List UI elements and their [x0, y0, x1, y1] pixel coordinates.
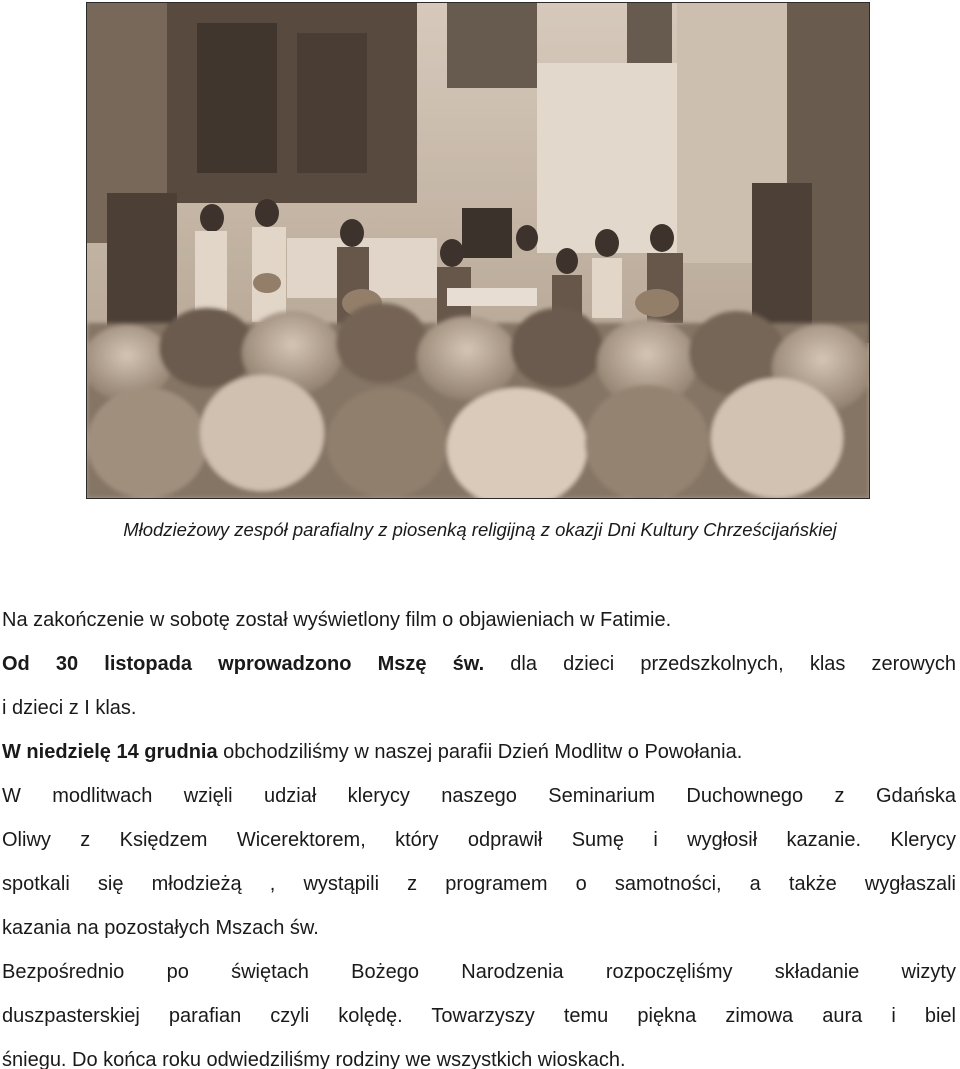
photo-caption: Młodzieżowy zespół parafialny z piosenką religijną z okazji Dni Kultury Chrześcijańskiej	[123, 519, 837, 540]
paragraph-film: Na zakończenie w sobotę został wyświetlony film o objawieniach w Fatimie.	[2, 609, 672, 631]
prayer-description: obchodziliśmy w naszej parafii Dzień Modlitw o Powołania.	[217, 741, 743, 763]
paragraph-seminary-line1: W modlitwach wzięli udział klerycy naszego Seminarium Duchownego z Gdańska	[2, 785, 956, 807]
article-body	[2, 598, 956, 1069]
paragraph-seminary-line4: kazania na pozostałych Mszach św.	[2, 917, 319, 939]
concert-photo-icon	[87, 3, 869, 498]
paragraph-seminary-line2: Oliwy z Księdzem Wicerektorem, który odprawił Sumę i wygłosił kazanie. Klerycy	[2, 829, 956, 851]
mass-date-bold: Od 30 listopada wprowadzono Mszę św.	[2, 653, 485, 675]
concert-photo	[86, 2, 870, 499]
paragraph-carol-line3: śniegu. Do końca roku odwiedziliśmy rodziny we wszystkich wioskach.	[2, 1049, 626, 1069]
paragraph-carol-line1: Bezpośrednio po świętach Bożego Narodzenia rozpoczęliśmy składanie wizyty	[2, 961, 956, 983]
paragraph-seminary-line3: spotkali się młodzieżą , wystąpili z programem o samotności, a także wygłaszali	[2, 873, 956, 895]
mass-description: dla dzieci przedszkolnych, klas zerowych	[484, 653, 956, 675]
paragraph-carol-line2: duszpasterskiej parafian czyli kolędę. Towarzyszy temu piękna zimowa aura i biel	[2, 1005, 956, 1027]
paragraph-prayer-day	[2, 730, 956, 774]
paragraph-mass-line1	[2, 642, 956, 686]
paragraph-mass-line2: i dzieci z I klas.	[2, 697, 137, 719]
prayer-date-bold: W niedzielę 14 grudnia	[2, 741, 218, 763]
